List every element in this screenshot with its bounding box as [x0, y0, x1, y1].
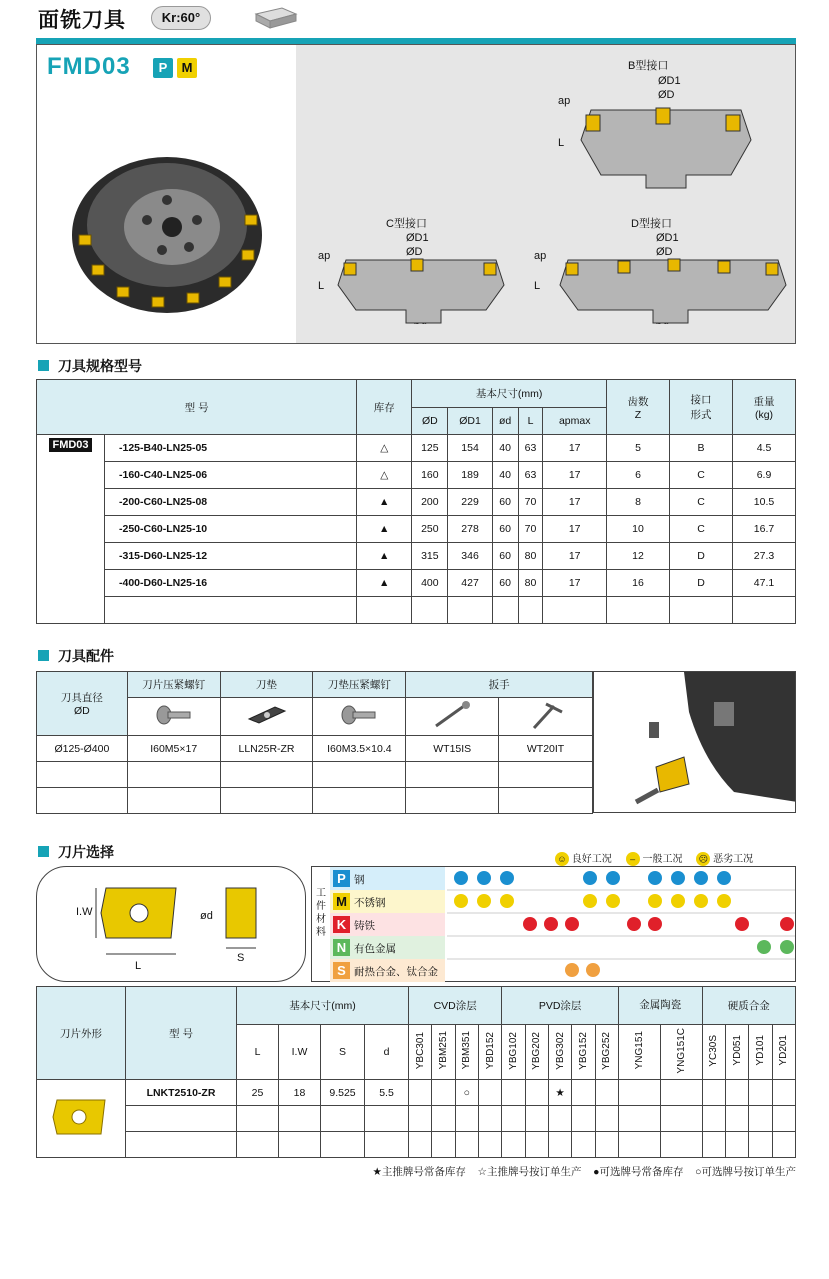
acc-section-marker [38, 650, 49, 661]
acc-dia-cell: Ø125-Ø400 [37, 736, 128, 762]
z-cell: 5 [607, 435, 670, 462]
acc-col-shim-screw: 刀垫压紧螺钉 [313, 672, 406, 698]
table-row [37, 543, 796, 570]
bore-cell: 40 [492, 462, 518, 489]
d-cell: 400 [412, 570, 448, 597]
grade-header: YD201 [772, 1024, 795, 1079]
c-D-label: ØD [406, 246, 423, 258]
acc-section-title: 刀具配件 [58, 648, 114, 664]
grade-header: YBG302 [548, 1024, 571, 1079]
series-cell [37, 435, 105, 624]
col-stock: 库存 [357, 380, 412, 435]
material-row-k: K 铸铁 [330, 913, 445, 936]
model-cell: -160-C40-LN25-06 [105, 462, 357, 489]
l-cell: 80 [518, 543, 543, 570]
grade-header: YNG151C [660, 1024, 702, 1079]
ap-cell: 17 [543, 570, 607, 597]
acc-shim-cell: LLN25R-ZR [220, 736, 313, 762]
stock-cell: ▲ [357, 543, 412, 570]
iw-dim-label: I.W [76, 906, 93, 918]
table-row [37, 570, 796, 597]
model-cell: -200-C60-LN25-08 [105, 489, 357, 516]
z-cell: 12 [607, 543, 670, 570]
col-ap: apmax [543, 408, 607, 435]
wrench-l-icon [524, 700, 568, 730]
d-L-label: L [534, 280, 541, 292]
ins-col-model: 型 号 [126, 987, 237, 1080]
stock-cell: ▲ [357, 570, 412, 597]
insert-model-cell: LNKT2510-ZR [126, 1080, 237, 1106]
ap-cell: 17 [543, 489, 607, 516]
suitability-grid [447, 867, 795, 982]
c-interface-drawing [336, 255, 506, 330]
stock-cell: ▲ [357, 489, 412, 516]
material-badge-p: P [153, 58, 173, 78]
assembly-photo [593, 671, 796, 813]
material-row-n: N 有色金属 [330, 936, 445, 959]
ins-col-cvd: CVD涂层 [409, 987, 502, 1025]
accessories-table [36, 671, 593, 814]
grade-header: YBG152 [572, 1024, 595, 1079]
wrench-t-icon [430, 700, 474, 730]
footer-note-4: ○可选牌号按订单生产 [695, 1166, 796, 1178]
model-cell: -250-C60-LN25-10 [105, 516, 357, 543]
c-ap-label: ap [318, 250, 331, 262]
mark-ybg302: ★ [548, 1080, 571, 1106]
b-D-label: ØD [658, 89, 675, 101]
d-D1-label: ØD1 [656, 232, 679, 244]
d1-cell: 346 [448, 543, 492, 570]
grade-header: YBG202 [525, 1024, 548, 1079]
table-row [37, 736, 593, 762]
d-interface-drawing [558, 255, 788, 330]
grade-header: YBD152 [478, 1024, 501, 1079]
ins-col-d: d [365, 1024, 409, 1079]
footer-note-1: ★主推牌号常备库存 [372, 1166, 466, 1178]
insert-table [36, 986, 796, 1158]
b-interface-drawing [576, 100, 756, 195]
model-title: FMD03 [47, 53, 131, 80]
insert-shape-image [37, 1080, 126, 1158]
l-cell: 80 [518, 570, 543, 597]
weight-cell: 16.7 [733, 516, 796, 543]
screw-image [127, 698, 220, 736]
b-L-label: L [558, 137, 565, 149]
acc-screw-cell: I60M5×17 [127, 736, 220, 762]
hero-diagrams [296, 45, 795, 343]
ins-col-cermet: 金属陶瓷 [618, 987, 702, 1025]
wrench2-image [499, 698, 593, 736]
model-cell: -125-B40-LN25-05 [105, 435, 357, 462]
bore-cell: 40 [492, 435, 518, 462]
series-tag: FMD03 [49, 438, 91, 452]
d-cell: 250 [412, 516, 448, 543]
c-interface-title: C型接口 [386, 218, 427, 230]
shim-screw-image [313, 698, 406, 736]
l-cell: 63 [518, 462, 543, 489]
c-D1-label: ØD1 [406, 232, 429, 244]
grade-header: YBM251 [432, 1024, 455, 1079]
col-weight: 重量 (kg) [733, 380, 796, 435]
workpiece-label: 工件材料 [316, 888, 326, 938]
material-badge-m: M [177, 58, 197, 78]
z-cell: 16 [607, 570, 670, 597]
grade-header: YC30S [702, 1024, 725, 1079]
acc-col-wrench: 扳手 [406, 672, 593, 698]
ap-cell: 17 [543, 516, 607, 543]
model-cell: -400-D60-LN25-16 [105, 570, 357, 597]
model-cell: -315-D60-LN25-12 [105, 543, 357, 570]
insert-iw-cell: 18 [279, 1080, 321, 1106]
hero-left [37, 45, 296, 343]
ins-col-S: S [321, 1024, 365, 1079]
grade-header: YD051 [725, 1024, 748, 1079]
weight-cell: 6.9 [733, 462, 796, 489]
ap-cell: 17 [543, 435, 607, 462]
ins-col-pvd: PVD涂层 [502, 987, 619, 1025]
d1-cell: 229 [448, 489, 492, 516]
d1-cell: 427 [448, 570, 492, 597]
col-L: L [518, 408, 543, 435]
grade-header: YBG252 [595, 1024, 618, 1079]
insert-icon [51, 1092, 111, 1142]
col-D1: ØD1 [448, 408, 492, 435]
wrench1-image [406, 698, 499, 736]
l-cell: 63 [518, 435, 543, 462]
d-cell: 200 [412, 489, 448, 516]
b-interface-title: B型接口 [628, 60, 669, 72]
footer-note-3: ●可选牌号常备库存 [593, 1166, 684, 1178]
d-interface-title: D型接口 [631, 218, 672, 230]
d-D-label: ØD [656, 246, 673, 258]
d-ap-label: ap [534, 250, 547, 262]
z-cell: 10 [607, 516, 670, 543]
l-dim-label: L [135, 960, 142, 972]
table-row [37, 1080, 796, 1106]
col-D: ØD [412, 408, 448, 435]
assembly-illustration [594, 672, 796, 813]
hero-panel [36, 44, 796, 344]
ap-cell: 17 [543, 462, 607, 489]
insert-cube-icon [252, 6, 298, 30]
col-interface: 接口 形式 [670, 380, 733, 435]
acc-col-screw: 刀片压紧螺钉 [127, 672, 220, 698]
ins-col-carbide: 硬质合金 [702, 987, 795, 1025]
b-ap-label: ap [558, 95, 571, 107]
grade-header: YBM351 [455, 1024, 478, 1079]
table-row-empty [37, 597, 796, 624]
legend [555, 850, 753, 866]
normal-face-icon: – [626, 852, 640, 866]
d-cell: 315 [412, 543, 448, 570]
grade-header: YBG102 [502, 1024, 525, 1079]
z-cell: 6 [607, 462, 670, 489]
d1-cell: 189 [448, 462, 492, 489]
iface-cell: D [670, 570, 733, 597]
ins-col-L: L [237, 1024, 279, 1079]
stock-cell: △ [357, 462, 412, 489]
table-row-empty [37, 762, 593, 788]
cutter-photo [67, 125, 267, 325]
b-D1-label: ØD1 [658, 75, 681, 87]
ins-col-IW: I.W [279, 1024, 321, 1079]
insert-dimension-drawing [36, 866, 306, 982]
bore-cell: 60 [492, 543, 518, 570]
insert-l-cell: 25 [237, 1080, 279, 1106]
bore-cell: 60 [492, 570, 518, 597]
spec-table [36, 379, 796, 624]
iface-cell: C [670, 489, 733, 516]
z-cell: 8 [607, 489, 670, 516]
iface-cell: C [670, 462, 733, 489]
kr-badge: Kr:60° [151, 6, 211, 30]
legend-good: 良好工况 [571, 854, 612, 865]
table-row-empty [37, 788, 593, 814]
d-cell: 160 [412, 462, 448, 489]
page-title: 面铣刀具 [38, 9, 126, 32]
mark-ybm351: ○ [455, 1080, 478, 1106]
acc-wrench2-cell: WT20IT [499, 736, 593, 762]
d1-cell: 278 [448, 516, 492, 543]
c-L-label: L [318, 280, 325, 292]
table-row [37, 516, 796, 543]
insert-section-title: 刀片选择 [58, 844, 114, 860]
weight-cell: 27.3 [733, 543, 796, 570]
ins-col-shape: 刀片外形 [37, 987, 126, 1080]
insert-d-cell: 5.5 [365, 1080, 409, 1106]
d-cell: 125 [412, 435, 448, 462]
material-row-p: P 钢 [330, 867, 445, 890]
grade-header: YNG151 [618, 1024, 660, 1079]
acc-col-dia: 刀具直径 ØD [37, 672, 128, 736]
table-row-empty [37, 1132, 796, 1158]
footer-notes [326, 1164, 796, 1179]
screw-icon [154, 703, 194, 727]
iface-cell: D [670, 543, 733, 570]
weight-cell: 47.1 [733, 570, 796, 597]
material-row-m: M 不锈钢 [330, 890, 445, 913]
iface-cell: C [670, 516, 733, 543]
grade-header: YD101 [749, 1024, 772, 1079]
table-row [37, 462, 796, 489]
col-basic: 基本尺寸(mm) [412, 380, 607, 408]
bore-cell: 60 [492, 489, 518, 516]
acc-wrench1-cell: WT15IS [406, 736, 499, 762]
spec-section-title: 刀具规格型号 [58, 358, 142, 374]
s-dim-label: S [237, 952, 245, 964]
table-row-empty [37, 1106, 796, 1132]
legend-bad: 恶劣工况 [713, 854, 754, 865]
table-row [37, 435, 796, 462]
acc-col-shim: 刀垫 [220, 672, 313, 698]
table-row [37, 489, 796, 516]
weight-cell: 4.5 [733, 435, 796, 462]
footer-note-2: ☆主推牌号按订单生产 [477, 1166, 582, 1178]
d-dim-label: ød [200, 910, 213, 922]
shim-screw-icon [339, 703, 379, 727]
col-d: ød [492, 408, 518, 435]
l-cell: 70 [518, 516, 543, 543]
spec-section-marker [38, 360, 49, 371]
stock-cell: ▲ [357, 516, 412, 543]
stock-cell: △ [357, 435, 412, 462]
shim-icon [245, 703, 289, 727]
acc-shim-screw-cell: I60M3.5×10.4 [313, 736, 406, 762]
col-model: 型 号 [37, 380, 357, 435]
iface-cell: B [670, 435, 733, 462]
insert-section-marker [38, 846, 49, 857]
bore-cell: 60 [492, 516, 518, 543]
good-face-icon: ☺ [555, 852, 569, 866]
legend-normal: 一般工况 [642, 854, 683, 865]
material-row-s: S 耐热合金、钛合金 [330, 959, 445, 982]
weight-cell: 10.5 [733, 489, 796, 516]
bad-face-icon: ☹ [696, 852, 710, 866]
ins-col-basic: 基本尺寸(mm) [237, 987, 409, 1025]
grade-header: YBC301 [409, 1024, 432, 1079]
col-teeth: 齿数 Z [607, 380, 670, 435]
l-cell: 70 [518, 489, 543, 516]
material-matrix [311, 866, 796, 982]
shim-image [220, 698, 313, 736]
ap-cell: 17 [543, 543, 607, 570]
d1-cell: 154 [448, 435, 492, 462]
insert-s-cell: 9.525 [321, 1080, 365, 1106]
